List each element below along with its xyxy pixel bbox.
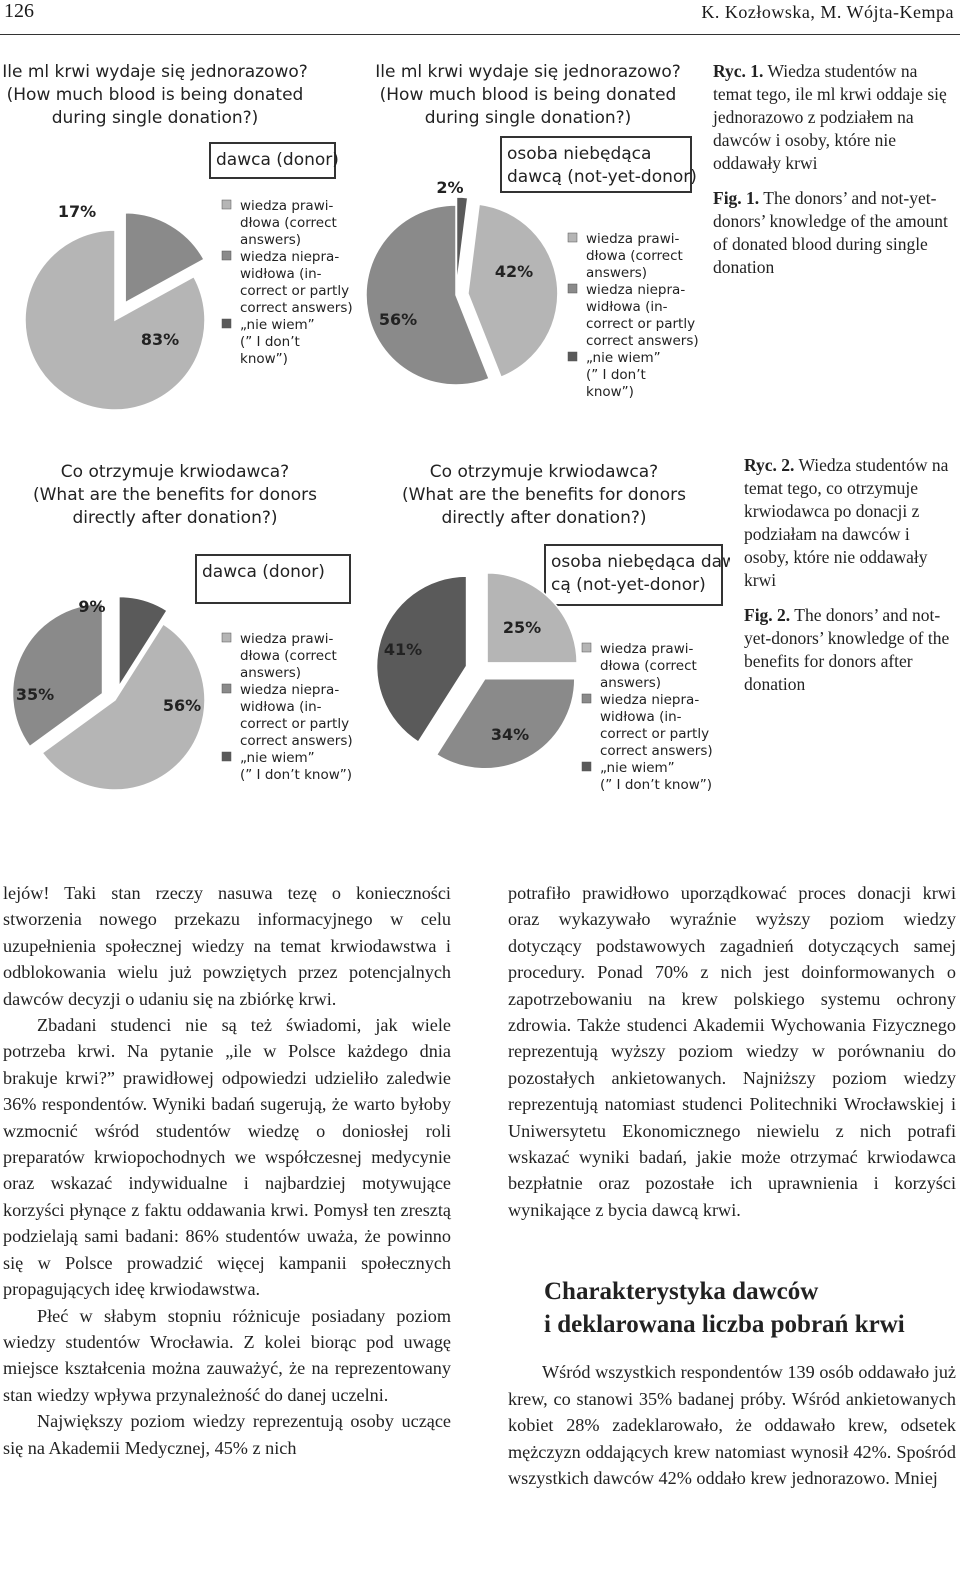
legend-swatch-correct [582, 643, 591, 652]
legend-label: wiedza prawi- [600, 641, 694, 657]
legend-label: „nie wiem” [586, 350, 661, 366]
legend-label: (” I don’t know”) [600, 777, 713, 793]
chart-title: directly after donation?) [441, 508, 647, 528]
legend-label: correct or partly [586, 316, 696, 332]
fig1-label: Fig. 1. [713, 188, 760, 208]
legend-label: dłowa (correct [586, 248, 683, 264]
series-label: osoba niebędąca [507, 144, 652, 164]
body-column-left [3, 880, 451, 1461]
legend-swatch-correct [222, 633, 231, 642]
legend-label: (” I don’t [240, 334, 300, 350]
legend-label: know”) [240, 351, 288, 367]
series-label: dawca (donor) [216, 150, 339, 170]
ryc2-label: Ryc. 2. [744, 455, 795, 475]
chart-title: (What are the benefits for donors [32, 485, 318, 505]
data-label: 56% [378, 310, 418, 329]
chart-title: (What are the benefits for donors [401, 485, 687, 505]
legend-label: „nie wiem” [240, 750, 315, 766]
legend-swatch-incorrect [222, 684, 231, 693]
data-label: 9% [78, 597, 106, 616]
legend-label: correct or partly [240, 716, 350, 732]
ryc1-text: Wiedza studentów na temat tego, ile ml krwi oddaje się jednorazowo z podziałem na dawców i osoby, które nie oddawały krwi [713, 61, 947, 173]
series-label: osoba niebędąca daw- [551, 552, 730, 572]
figure-1-caption [713, 60, 958, 291]
legend-label: wiedza niepra- [240, 682, 340, 698]
body-paragraph: lejów! Taki stan rzeczy nasuwa tezę o konieczności stworzenia nowego przekazu informacyjnego w celu uzupełnienia społecznej wiedzy na temat krwiodawstwa i odblokowania wielu już powziętych przez potencjalnych dawców decyzji o udaniu się na zbiórkę krwi. [3, 883, 451, 1009]
legend-swatch-dont_know [568, 352, 577, 361]
pie-slice-incorrect [437, 679, 575, 769]
legend-swatch-correct [568, 233, 577, 242]
chart-title: during single donation?) [424, 108, 632, 128]
chart-title: Co otrzymuje krwiodawca? [60, 462, 290, 482]
running-head: K. Kozłowska, M. Wójta-Kempa [701, 2, 954, 22]
legend-label: wiedza niepra- [600, 692, 700, 708]
legend-swatch-incorrect [568, 284, 577, 293]
legend-label: widłowa (in- [600, 709, 682, 725]
chart-title: Ile ml krwi wydaje się jednorazowo? [375, 62, 681, 82]
chart-title: directly after donation?) [72, 508, 278, 528]
pie-chart-donor-benefits [0, 455, 355, 800]
legend-label: widłowa (in- [240, 266, 322, 282]
data-label: 25% [502, 618, 542, 637]
legend-label: (” I don’t [586, 367, 646, 383]
chart-title: during single donation?) [51, 108, 259, 128]
legend-label: „nie wiem” [600, 760, 675, 776]
body-paragraph: potrafiło prawidłowo uporządkować proces donacji krwi oraz wykazywało wyraźnie wyższy poziom wiedzy dotyczący podstawowych zagadnień dotyczących samej procedury. Ponad 70% z nich jest doinformowanych o zapotrzebowaniu na krew polskiego systemu ochrony zdrowia. Także studenci Akademii Wychowania Fizycznego reprezentują wyższy poziom wiedzy w porównaniu do pozostałych ankietowanych. Najniższy poziom wiedzy reprezentują natomiast studenci Politechniki Wrocławskiej i Uniwersytetu Ekonomicznego niewielu z nich potrafi wskazać wyniki badań, jakie może otrzymać krwiodawca bezpłatnie oraz pozostałe ich uprawnienia i korzyści wynikające z bycia dawcą krwi. [508, 883, 956, 1220]
body-paragraph: Największy poziom wiedzy reprezentują osoby uczące się na Akademii Medycznej, 45% z nich [3, 1411, 451, 1458]
pie-chart-notdonor-benefits [360, 455, 730, 800]
data-label: 2% [436, 178, 464, 197]
legend-label: „nie wiem” [240, 317, 315, 333]
legend-label: correct or partly [240, 283, 350, 299]
chart-title: Co otrzymuje krwiodawca? [429, 462, 659, 482]
legend-label: widłowa (in- [240, 699, 322, 715]
legend-swatch-dont_know [582, 762, 591, 771]
legend-label: wiedza prawi- [586, 231, 680, 247]
legend-label: know”) [586, 384, 634, 400]
chart-title: (How much blood is being donated [6, 85, 304, 105]
body-paragraph: Wśród wszystkich respondentów 139 osób oddawało już krew, co stanowi 35% badanej próby. Wśród ankietowanych kobiet 28% zadeklarowało, że oddawało krew, odsetek mężczyzn oddających krew natomiast wynosił 42%. Spośród wszystkich dawców 42% oddało krew jednorazowo. Mniej [508, 1362, 956, 1488]
legend-label: correct answers) [586, 333, 699, 349]
fig1-text: The donors’ and not-yet-donors’ knowledge of the amount of donated blood during single donation [713, 188, 948, 277]
legend-label: wiedza prawi- [240, 198, 334, 214]
data-label: 17% [57, 202, 97, 221]
chart-title: (How much blood is being donated [379, 85, 677, 105]
data-label: 35% [15, 685, 55, 704]
legend-label: wiedza prawi- [240, 631, 334, 647]
figure-2-donor [0, 455, 355, 804]
figure-2-caption [744, 454, 958, 708]
legend-label: correct or partly [600, 726, 710, 742]
series-label: cą (not-yet-donor) [551, 575, 706, 595]
legend-swatch-incorrect [582, 694, 591, 703]
body-column-right [508, 880, 956, 1491]
fig2-text: The donors’ and not-yet-donors’ knowledge of the benefits for donors after donation [744, 605, 950, 694]
section-heading [544, 1275, 956, 1341]
pie-chart-donor-amount [0, 55, 355, 415]
legend-swatch-incorrect [222, 251, 231, 260]
data-label: 34% [490, 725, 530, 744]
legend-label: correct answers) [240, 733, 353, 749]
legend-label: answers) [600, 675, 662, 691]
page-header [0, 0, 960, 35]
legend-label: wiedza niepra- [586, 282, 686, 298]
legend-label: dłowa (correct [240, 648, 337, 664]
body-paragraph: Zbadani studenci nie są też świadomi, jak wiele potrzeba krwi. Na pytanie „ile w Polsce każdego dnia brakuje krwi?” prawidłowej odpowiedzi udzieliło zaledwie 36% respondentów. Wyniki badań sugerują, że warto byłoby wzmocnić wśród studentów wiedzę o doniosłej roli preparatów krwiopochodnych we współczesnej medycynie oraz wskazać indywidualne i najbardziej motywujące korzyści płynące z faktu oddawania krwi. Pomysł ten zresztą podzielają sami badani: 86% studentów uważa, że powinno się w Polsce prowadzić więcej kampanii społecznych propagujących ideę krwiodawstwa. [3, 1015, 451, 1300]
data-label: 41% [383, 640, 423, 659]
figure-2-not-yet-donor [360, 455, 730, 804]
pie-chart-notdonor-amount [356, 55, 701, 415]
legend-swatch-dont_know [222, 319, 231, 328]
fig2-label: Fig. 2. [744, 605, 791, 625]
pie-slice-dont_know [457, 197, 468, 287]
legend-label: dłowa (correct [600, 658, 697, 674]
legend-swatch-correct [222, 200, 231, 209]
pie-slice-dont_know [377, 576, 467, 742]
section-heading-line: i deklarowana liczba pobrań krwi [544, 1311, 905, 1339]
chart-title: Ile ml krwi wydaje się jednorazowo? [2, 62, 308, 82]
figure-1-donor [0, 55, 355, 419]
legend-label: widłowa (in- [586, 299, 668, 315]
series-label: dawcą (not-yet-donor) [507, 167, 697, 187]
legend-label: correct answers) [600, 743, 713, 759]
pie-slice-correct [468, 204, 558, 377]
legend-label: wiedza niepra- [240, 249, 340, 265]
ryc2-text: Wiedza studentów na temat tego, co otrzymuje krwiodawca po donacji z podziałam na dawców i osoby, które nie oddawały krwi [744, 455, 949, 590]
data-label: 56% [162, 696, 202, 715]
legend-label: dłowa (correct [240, 215, 337, 231]
legend-label: correct answers) [240, 300, 353, 316]
section-heading-line: Charakterystyka dawców [544, 1278, 819, 1306]
legend-label: (” I don’t know”) [240, 767, 353, 783]
data-label: 83% [140, 330, 180, 349]
legend-swatch-dont_know [222, 752, 231, 761]
legend-label: answers) [240, 232, 302, 248]
series-label: dawca (donor) [202, 562, 325, 582]
figure-1-not-yet-donor [356, 55, 701, 419]
page-number: 126 [4, 0, 34, 22]
body-paragraph: Płeć w słabym stopniu różnicuje posiadany poziom wiedzy studentów Wrocławia. Z kolei biorąc pod uwagę miejsce kształcenia można zauważyć, że na reprezentowany stan wiedzy wpływa przynależność do danej uczelni. [3, 1305, 451, 1405]
ryc1-label: Ryc. 1. [713, 61, 764, 81]
legend-label: answers) [240, 665, 302, 681]
legend-label: answers) [586, 265, 648, 281]
data-label: 42% [494, 262, 534, 281]
